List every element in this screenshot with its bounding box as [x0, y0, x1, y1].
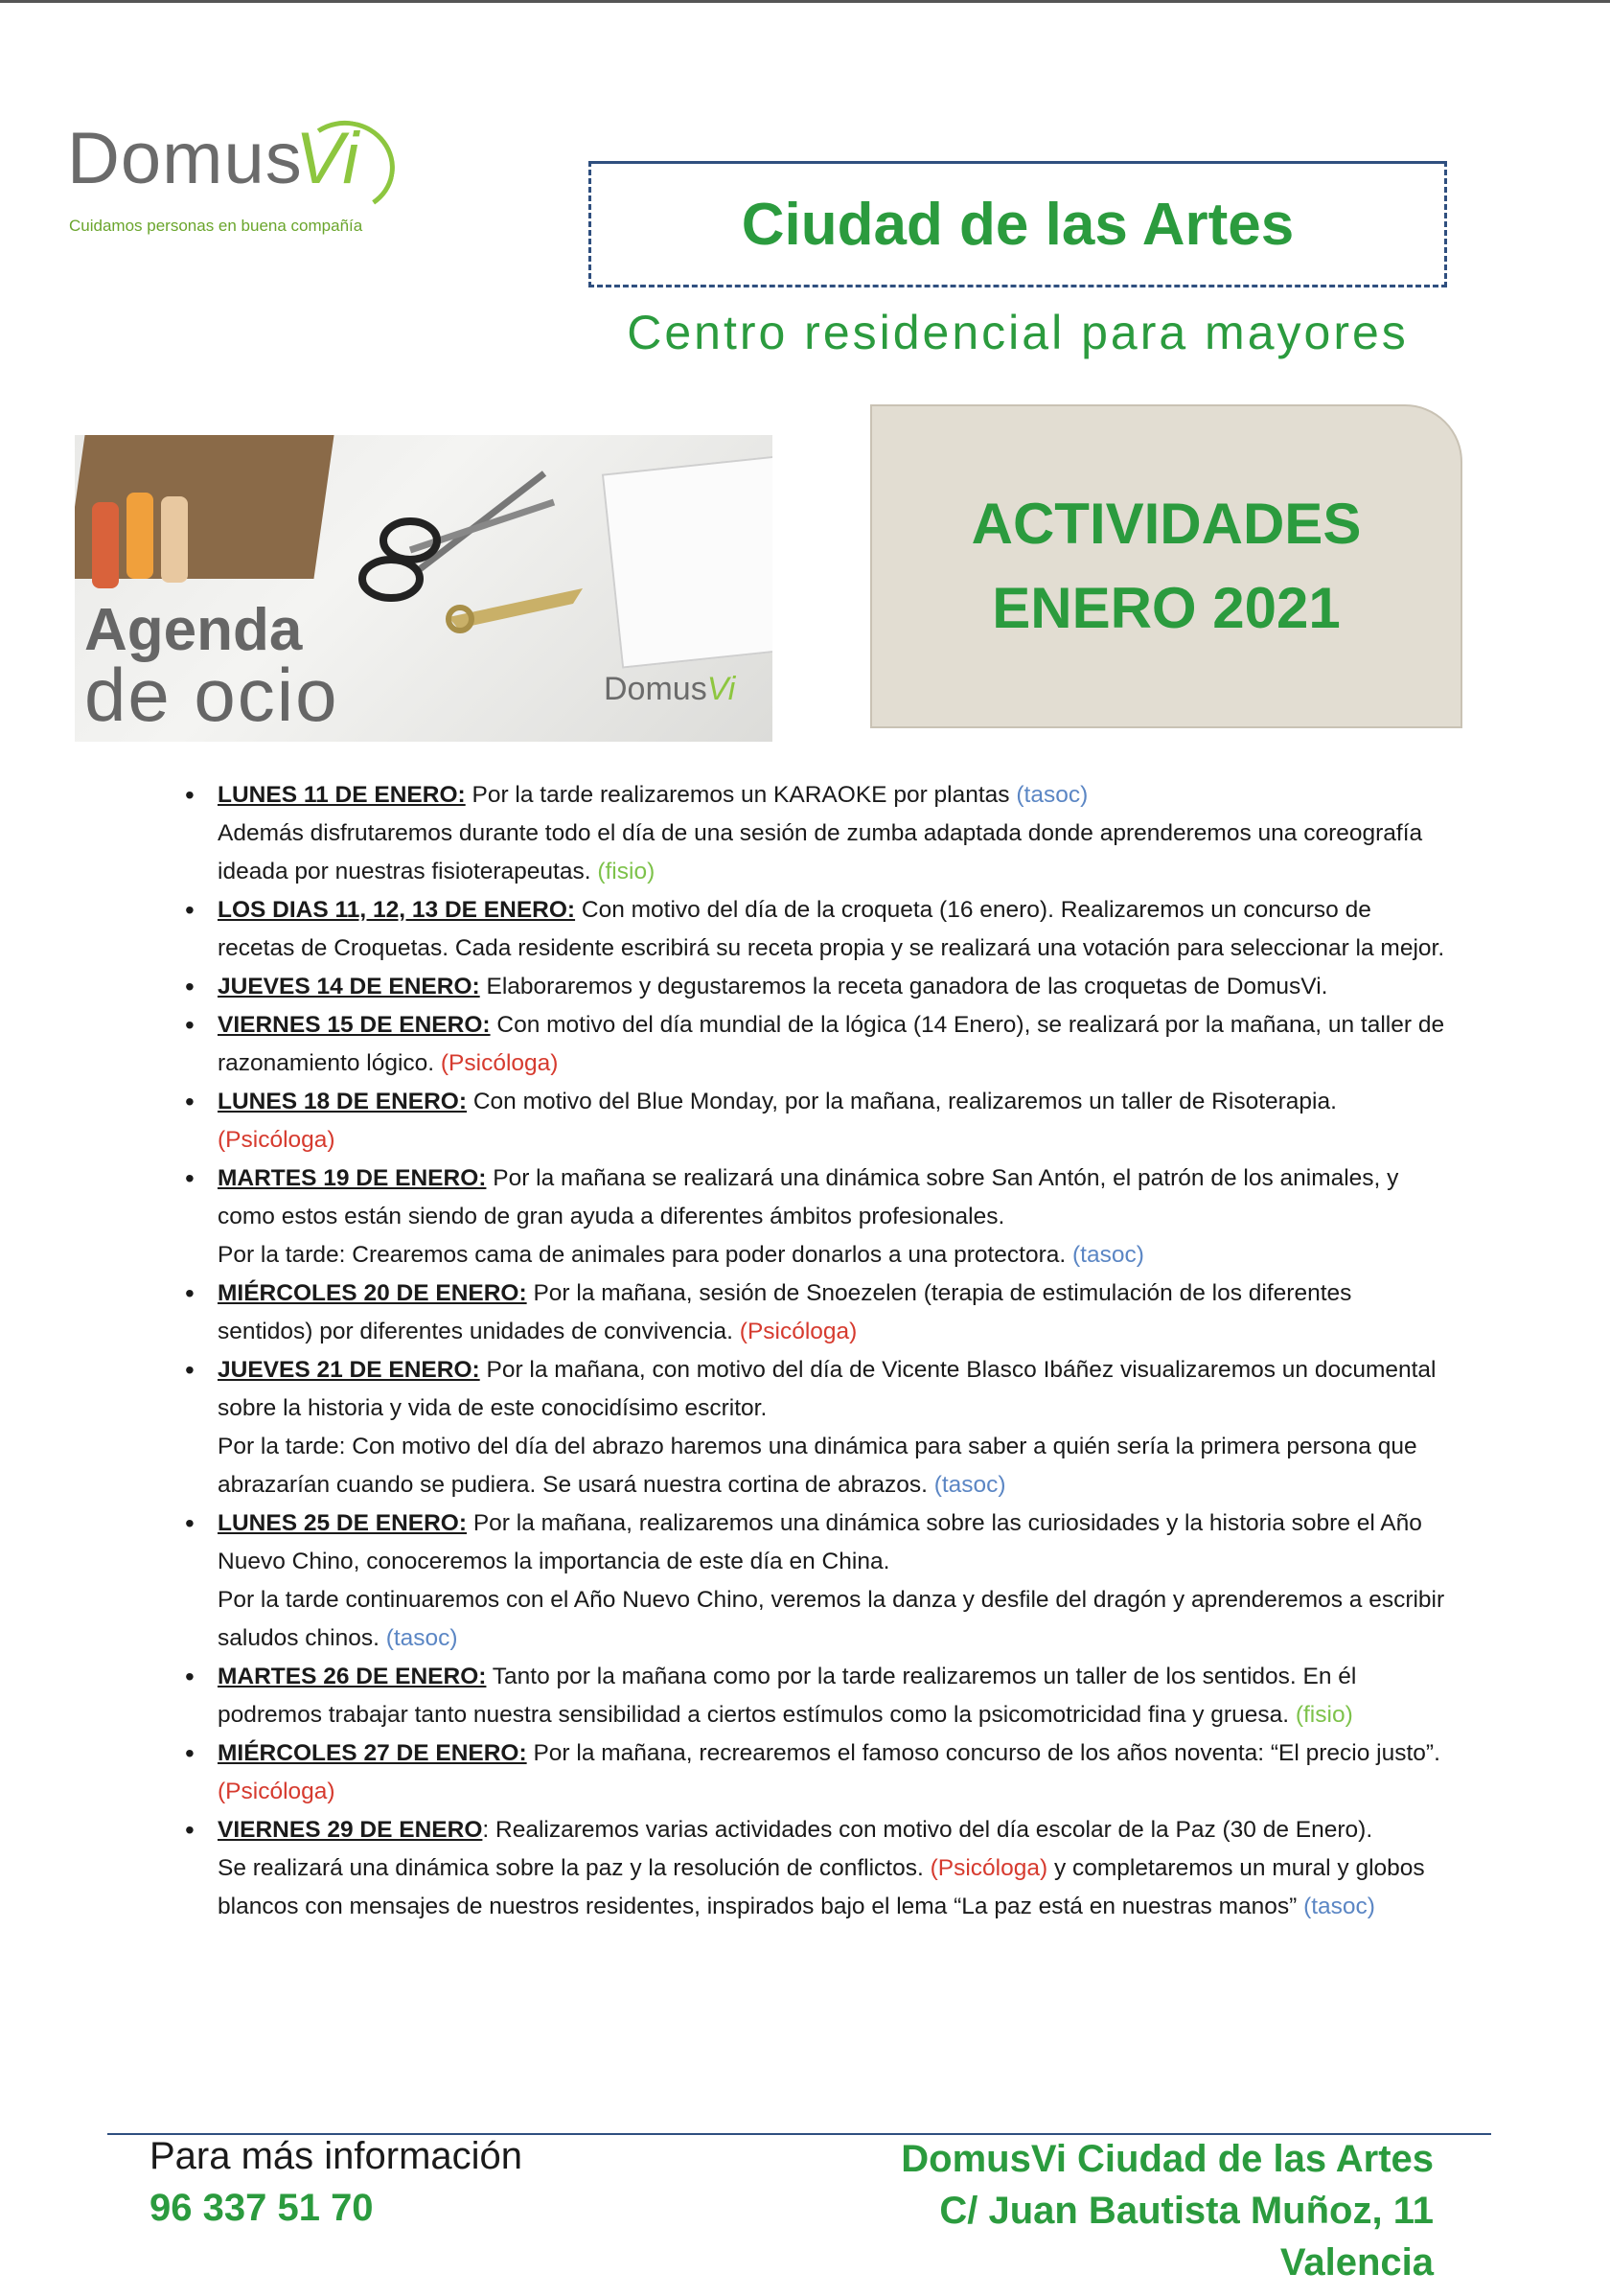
list-item: • JUEVES 21 DE ENERO: Por la mañana, con motivo del día de Vicente Blasco Ibáñez visualizaremos un documental sobre la historia y vida de este conocidísimo escritor. Por la tarde: Con motivo del día del abrazo haremos una dinámica para saber a quién sería la primera persona que abrazarían cuando se pudiera. Se usará nuestra cortina de abrazos. (tasoc) [177, 1351, 1452, 1504]
list-item: • MIÉRCOLES 27 DE ENERO: Por la mañana, recrearemos el famoso concurso de los años noventa: “El precio justo”. (Psicóloga) [177, 1734, 1452, 1811]
top-border-line [0, 0, 1610, 3]
thread-spool-icon [92, 502, 119, 588]
list-item: • VIERNES 15 DE ENERO: Con motivo del día mundial de la lógica (14 Enero), se realizará por la mañana, un taller de razonamiento lógico. (Psicóloga) [177, 1006, 1452, 1083]
activities-card [870, 404, 1462, 728]
domusvi-logo [67, 117, 412, 251]
notebook-icon [602, 454, 772, 668]
logo-word: Domus [67, 118, 303, 199]
activities-heading: ACTIVIDADES [971, 492, 1362, 556]
footer-street: C/ Juan Bautista Muñoz, 11 [939, 2190, 1434, 2232]
thread-snips-icon [439, 569, 592, 636]
list-item: • LUNES 18 DE ENERO: Con motivo del Blue Monday, por la mañana, realizaremos un taller de Risoterapia. (Psicóloga) [177, 1083, 1452, 1159]
logo-accent: Vi [295, 118, 359, 199]
agenda-de-ocio-image [75, 435, 772, 742]
activities-month: ENERO 2021 [992, 576, 1341, 640]
footer-center-name: DomusVi Ciudad de las Artes [901, 2138, 1434, 2180]
list-item: • LUNES 11 DE ENERO: Por la tarde realizaremos un KARAOKE por plantas (tasoc) Además disfrutaremos durante todo el día de una sesión de zumba adaptada donde aprenderemos una coreografía ideada por nuestras fisioterapeutas. (fisio) [177, 776, 1452, 891]
footer-phone: 96 337 51 70 [150, 2187, 374, 2229]
footer-info-label: Para más información [150, 2135, 523, 2177]
agenda-brand: DomusVi [604, 671, 736, 707]
page-title: Ciudad de las Artes [741, 191, 1295, 258]
list-item: • MARTES 19 DE ENERO: Por la mañana se realizará una dinámica sobre San Antón, el patrón de los animales, y como estos están siendo de gran ayuda a diferentes ámbitos profesionales. Por la tarde: Crearemos cama de animales para poder donarlos a una protectora. (tasoc) [177, 1159, 1452, 1274]
thread-spool-icon [161, 496, 188, 583]
list-item: • MARTES 26 DE ENERO: Tanto por la mañana como por la tarde realizaremos un taller de los sentidos. En él podremos trabajar tanto nuestra sensibilidad a ciertos estímulos como la psicomotricidad fina y gruesa. (fisio) [177, 1658, 1452, 1734]
page-subtitle: Centro residencial para mayores [627, 306, 1409, 359]
agenda-title-line1: Agenda [84, 597, 303, 663]
agenda-title-line2: de ocio [84, 653, 339, 737]
footer-city: Valencia [1279, 2241, 1434, 2284]
logo-tagline: Cuidamos personas en buena compañía [69, 217, 363, 235]
list-item: • VIERNES 29 DE ENERO: Realizaremos varias actividades con motivo del día escolar de la Paz (30 de Enero). Se realizará una dinámica sobre la paz y la resolución de conflictos. (Psicóloga) y completaremos un mural y globos blancos con mensajes de nuestros residentes, inspirados bajo el lema “La paz está en nuestras manos” (tasoc) [177, 1811, 1452, 1926]
activity-list [177, 776, 1452, 1926]
thread-spool-icon [126, 493, 153, 579]
title-box [588, 161, 1447, 287]
footer-address-block [901, 2133, 1434, 2288]
list-item: • LUNES 25 DE ENERO: Por la mañana, realizaremos una dinámica sobre las curiosidades y la historia sobre el Año Nuevo Chino, conoceremos la importancia de este día en China. Por la tarde continuaremos con el Año Nuevo Chino, veremos la danza y desfile del dragón y aprenderemos a escribir saludos chinos. (tasoc) [177, 1504, 1452, 1658]
list-item: • LOS DIAS 11, 12, 13 DE ENERO: Con motivo del día de la croqueta (16 enero). Realizaremos un concurso de recetas de Croquetas. Cada residente escribirá su receta propia y se realizará una votación para seleccionar la mejor. [177, 891, 1452, 968]
list-item: • MIÉRCOLES 20 DE ENERO: Por la mañana, sesión de Snoezelen (terapia de estimulación de los diferentes sentidos) por diferentes unidades de convivencia. (Psicóloga) [177, 1274, 1452, 1351]
list-item: • JUEVES 14 DE ENERO: Elaboraremos y degustaremos la receta ganadora de las croquetas de DomusVi. [177, 968, 1452, 1006]
